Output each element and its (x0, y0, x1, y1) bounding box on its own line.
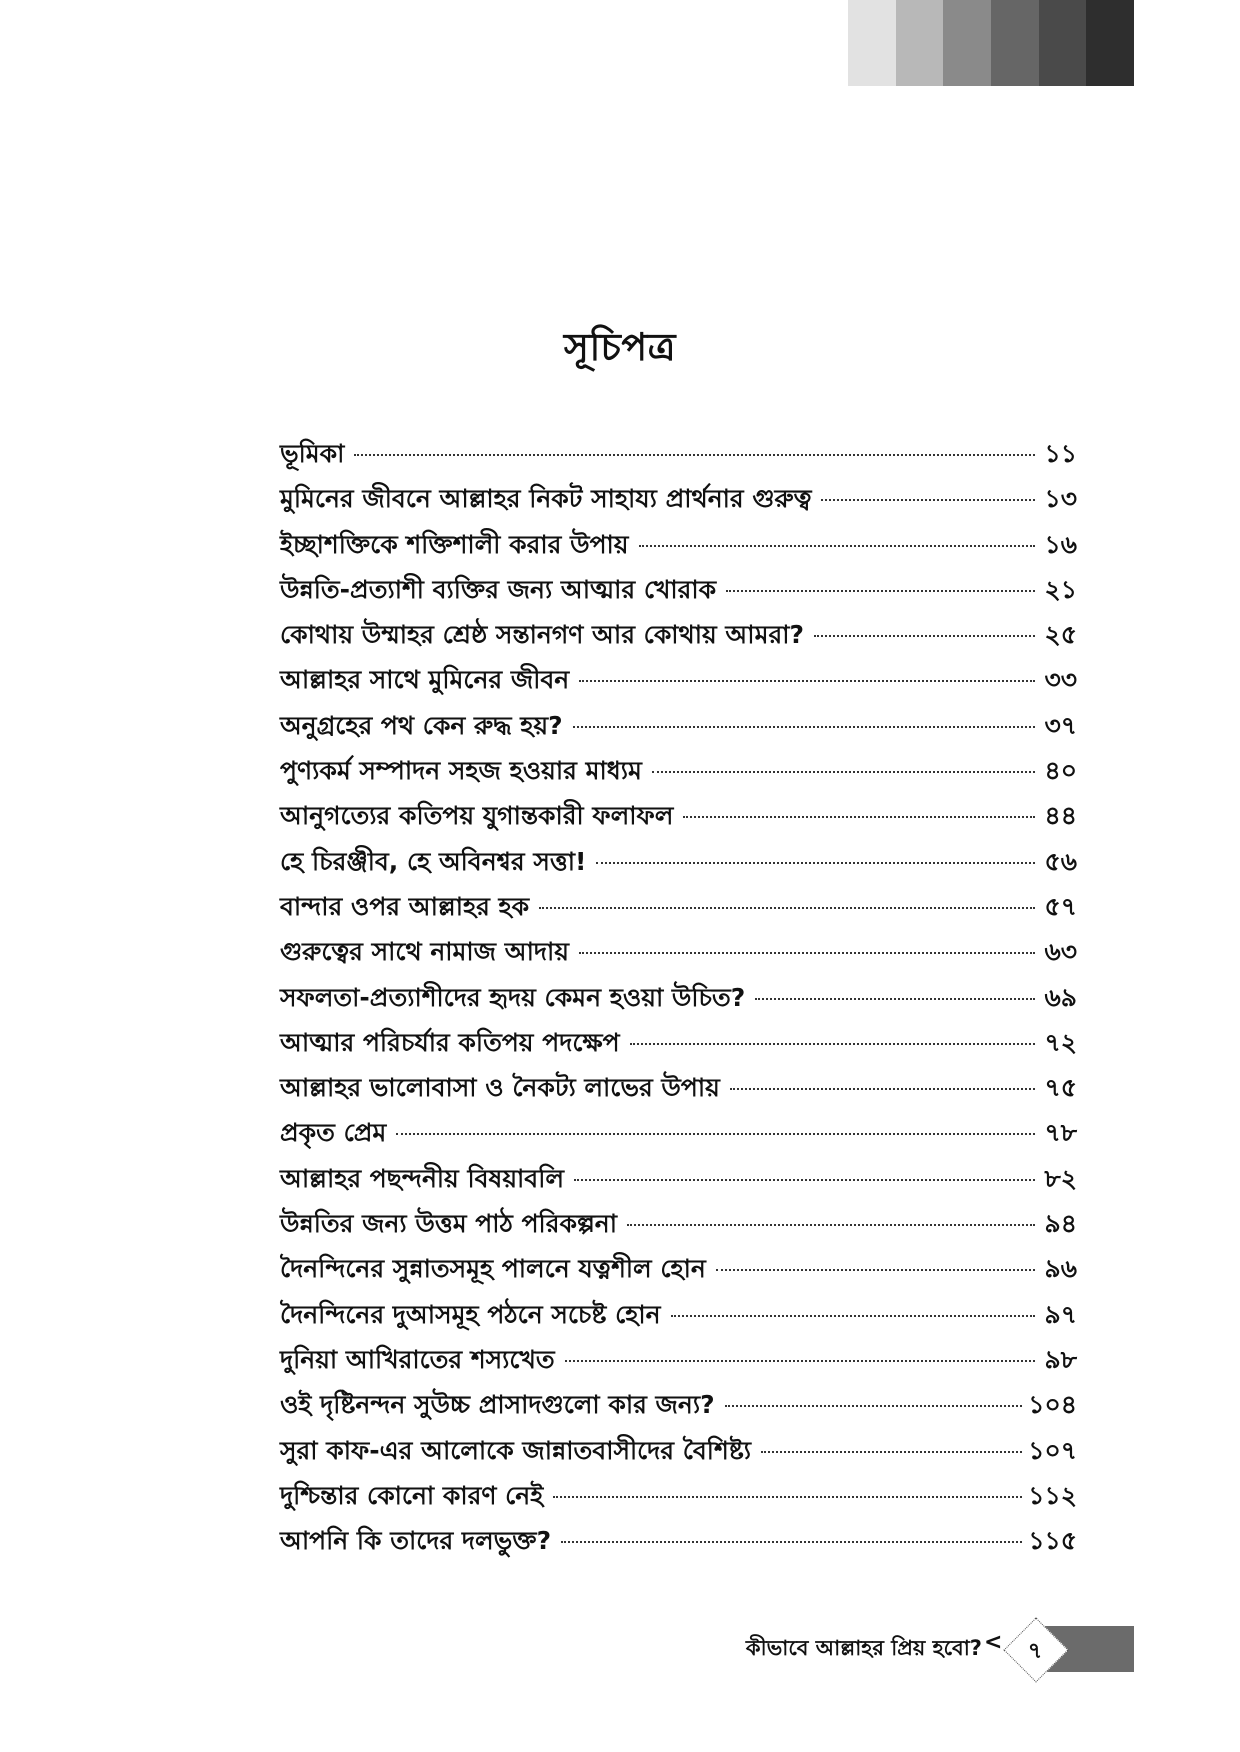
strip-swatch (943, 0, 991, 86)
toc-entry-page: ৪৪ (1044, 801, 1077, 831)
toc-entry-page: ৯৭ (1044, 1299, 1077, 1329)
toc-entry[interactable] (280, 932, 1077, 977)
dot-leader (821, 499, 1035, 501)
toc-entry-page: ৬৩ (1044, 937, 1077, 967)
toc-entry[interactable] (280, 796, 1077, 841)
toc-entry-page: ৪০ (1044, 756, 1077, 786)
toc-entry[interactable] (280, 434, 1077, 479)
toc-entry[interactable] (280, 1023, 1077, 1068)
toc-entry-page: ৭৫ (1044, 1073, 1077, 1103)
toc-entry-title: দুনিয়া আখিরাতের শস্যখেত (280, 1344, 555, 1374)
toc-entry[interactable] (280, 1249, 1077, 1294)
toc-entry-page: ৬৯ (1044, 982, 1077, 1012)
toc-entry-title: দুশ্চিন্তার কোনো কারণ নেই (280, 1480, 544, 1510)
dot-leader (627, 1224, 1035, 1226)
dot-leader (652, 771, 1035, 773)
strip-swatch (896, 0, 944, 86)
toc-entry[interactable] (280, 479, 1077, 524)
toc-entry-title: বান্দার ওপর আল্লাহর হক (280, 891, 530, 921)
toc-entry-title: অনুগ্রহের পথ কেন রুদ্ধ হয়? (280, 710, 563, 740)
table-of-contents (280, 434, 1077, 1566)
dot-leader (725, 1405, 1023, 1407)
dot-leader (726, 590, 1035, 592)
toc-entry-page: ৭৮ (1044, 1118, 1077, 1148)
dot-leader (639, 545, 1035, 547)
toc-entry[interactable] (280, 887, 1077, 932)
dot-leader (716, 1269, 1035, 1271)
toc-entry-title: আপনি কি তাদের দলভুক্ত? (280, 1526, 552, 1556)
toc-entry[interactable] (280, 1113, 1077, 1158)
dot-leader (573, 726, 1035, 728)
toc-entry[interactable] (280, 842, 1077, 887)
toc-entry[interactable] (280, 660, 1077, 705)
toc-entry-page: ১১২ (1028, 1480, 1077, 1510)
toc-entry[interactable] (280, 1159, 1077, 1204)
toc-entry-title: গুরুত্বের সাথে নামাজ আদায় (280, 937, 569, 967)
toc-entry-title: আল্লাহর সাথে মুমিনের জীবন (280, 665, 570, 695)
toc-entry-title: কোথায় উম্মাহর শ্রেষ্ঠ সন্তানগণ আর কোথায় আমরা? (280, 620, 804, 650)
toc-entry[interactable] (280, 615, 1077, 660)
toc-entry-page: ১০৭ (1028, 1435, 1077, 1465)
page-footer (0, 1616, 1240, 1676)
strip-swatch (848, 0, 896, 86)
toc-entry[interactable] (280, 1431, 1077, 1476)
toc-entry-title: দৈনন্দিনের সুন্নাতসমূহ পালনে যত্নশীল হোন (280, 1254, 706, 1284)
toc-entry-title: উন্নতি-প্রত্যাশী ব্যক্তির জন্য আত্মার খোরাক (280, 574, 717, 604)
dot-leader (596, 862, 1035, 864)
dot-leader (630, 1043, 1035, 1045)
dot-leader (671, 1315, 1035, 1317)
toc-entry-title: পুণ্যকর্ম সম্পাদন সহজ হওয়ার মাধ্যম (280, 756, 642, 786)
toc-entry-page: ১০৪ (1028, 1390, 1077, 1420)
toc-entry-title: আল্লাহর ভালোবাসা ও নৈকট্য লাভের উপায় (280, 1073, 720, 1103)
toc-entry-page: ১১৫ (1028, 1526, 1077, 1556)
toc-entry[interactable] (280, 978, 1077, 1023)
chevron-left-icon: < (984, 1630, 1003, 1655)
toc-entry[interactable] (280, 751, 1077, 796)
toc-entry-title: উন্নতির জন্য উত্তম পাঠ পরিকল্পনা (280, 1209, 617, 1239)
dot-leader (683, 816, 1035, 818)
toc-entry-page: ৯৪ (1044, 1209, 1077, 1239)
toc-entry-title: আল্লাহর পছন্দনীয় বিষয়াবলি (280, 1163, 564, 1193)
dot-leader (755, 998, 1035, 1000)
dot-leader (396, 1133, 1035, 1135)
dot-leader (539, 907, 1035, 909)
toc-entry-page: ৮২ (1044, 1163, 1077, 1193)
toc-entry-title: ওই দৃষ্টিনন্দন সুউচ্চ প্রাসাদগুলো কার জন্য? (280, 1390, 715, 1420)
running-book-title: কীভাবে আল্লাহর প্রিয় হবো? (745, 1636, 982, 1660)
dot-leader (574, 1179, 1035, 1181)
toc-entry-page: ৫৭ (1044, 891, 1077, 921)
toc-entry[interactable] (280, 1068, 1077, 1113)
toc-entry-title: হে চিরঞ্জীব, হে অবিনশ্বর সত্তা! (280, 846, 587, 876)
page-title: সূচিপত্র (563, 325, 677, 369)
strip-swatch (1086, 0, 1134, 86)
toc-entry[interactable] (280, 1476, 1077, 1521)
toc-entry-title: দৈনন্দিনের দুআসমূহ পঠনে সচেষ্ট হোন (280, 1299, 661, 1329)
strip-swatch (991, 0, 1039, 86)
toc-entry-page: ৩৭ (1044, 710, 1077, 740)
toc-entry-page: ১৬ (1044, 529, 1077, 559)
toc-entry-page: ২৫ (1044, 620, 1077, 650)
header-gradient-strip (848, 0, 1134, 86)
toc-entry-page: ১১ (1044, 439, 1077, 468)
toc-entry-title: আনুগত্যের কতিপয় যুগান্তকারী ফলাফল (280, 801, 674, 831)
toc-entry-page: ৩৩ (1044, 665, 1077, 695)
toc-entry-title: সুরা কাফ-এর আলোকে জান্নাতবাসীদের বৈশিষ্ট্য (280, 1435, 751, 1465)
toc-entry[interactable] (280, 1521, 1077, 1566)
toc-entry-page: ২১ (1044, 574, 1077, 604)
page-number-badge (1002, 1616, 1068, 1682)
dot-leader (354, 454, 1035, 456)
toc-entry[interactable] (280, 706, 1077, 751)
toc-entry-title: প্রকৃত প্রেম (280, 1118, 387, 1148)
toc-entry-page: ৯৬ (1044, 1254, 1077, 1284)
toc-entry[interactable] (280, 570, 1077, 615)
toc-entry[interactable] (280, 525, 1077, 570)
dot-leader (761, 1451, 1022, 1453)
strip-swatch (1039, 0, 1087, 86)
toc-entry-title: মুমিনের জীবনে আল্লাহর নিকট সাহায্য প্রার্থনার গুরুত্ব (280, 484, 812, 514)
toc-entry[interactable] (280, 1295, 1077, 1340)
toc-entry-title: ভূমিকা (280, 439, 345, 468)
toc-entry[interactable] (280, 1340, 1077, 1385)
dot-leader (561, 1541, 1022, 1543)
dot-leader (579, 952, 1035, 954)
toc-entry-title: সফলতা-প্রত্যাশীদের হৃদয় কেমন হওয়া উচিত? (280, 982, 746, 1012)
toc-entry-page: ৯৮ (1044, 1344, 1077, 1374)
toc-entry[interactable] (280, 1385, 1077, 1430)
page-number: ৭ (1027, 1639, 1043, 1664)
toc-entry-title: ইচ্ছাশক্তিকে শক্তিশালী করার উপায় (280, 529, 629, 559)
dot-leader (730, 1088, 1035, 1090)
toc-entry-page: ৭২ (1044, 1027, 1077, 1057)
dot-leader (565, 1360, 1035, 1362)
dot-leader (553, 1496, 1022, 1498)
dot-leader (579, 680, 1035, 682)
toc-entry-page: ৫৬ (1044, 846, 1077, 876)
toc-entry-page: ১৩ (1044, 484, 1077, 514)
dot-leader (814, 635, 1035, 637)
toc-entry-title: আত্মার পরিচর্যার কতিপয় পদক্ষেপ (280, 1027, 620, 1057)
toc-entry[interactable] (280, 1204, 1077, 1249)
